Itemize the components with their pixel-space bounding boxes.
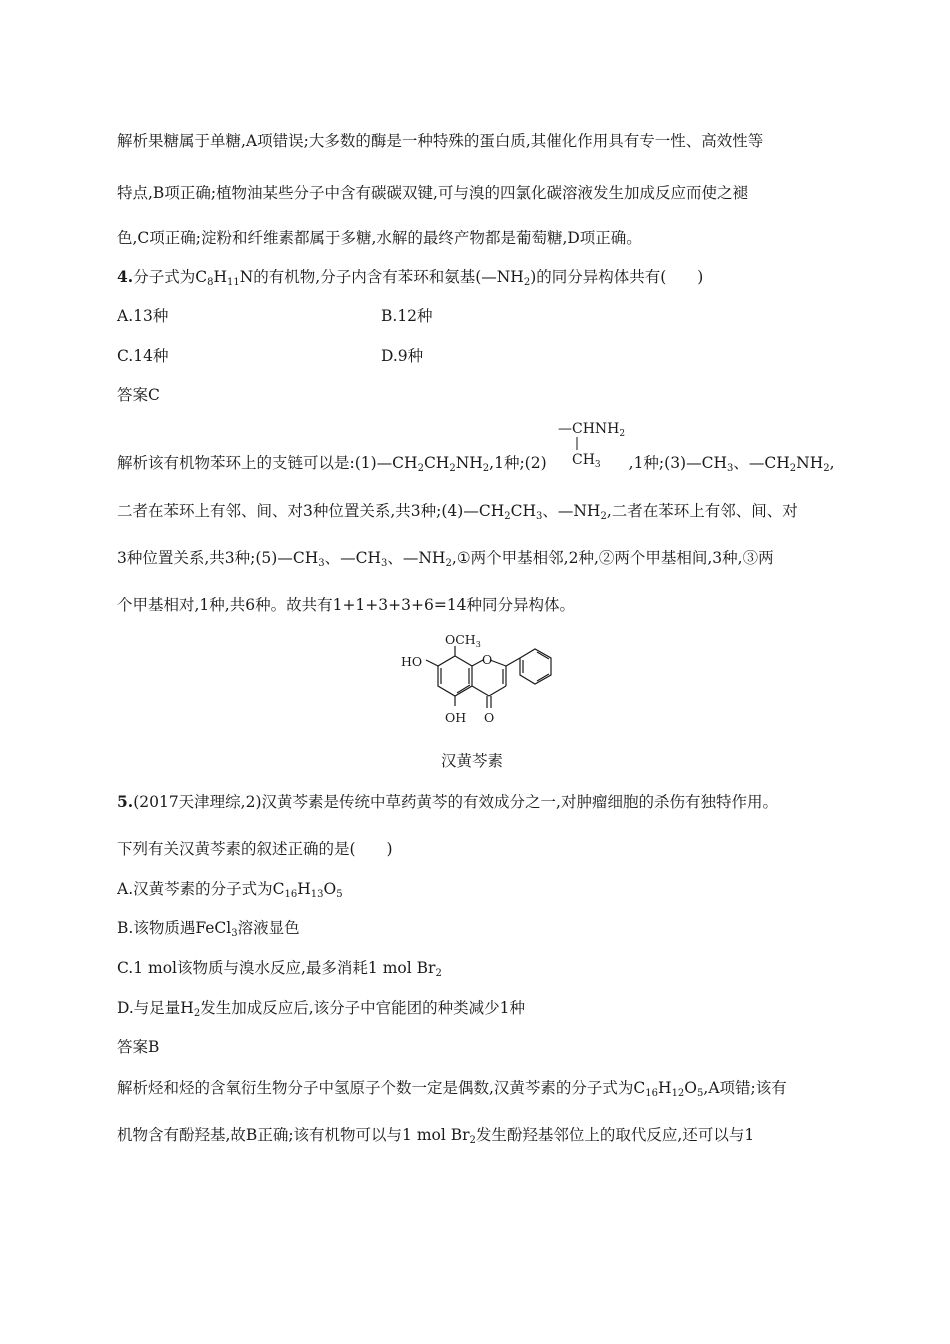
structure-top-label: $—CHNH_2$ [558, 421, 626, 439]
q4-answer: 答案C [117, 386, 160, 404]
q5-number: 5. [117, 792, 134, 811]
q4-analysis-line-3: 3种位置关系,共3种$;(5)—CH_3$、$—CH_3$、$—NH_2,①$两个甲基相邻,2种,②两个甲基相间,3种,③两 [117, 549, 774, 569]
q4-analysis-line-2: 二者在苯环上有邻、间、对3种位置关系,共3种$;(4)—CH_2CH_3$、$—NH_2$,二者在苯环上有邻、间、对 [117, 502, 798, 522]
q5-analysis-line-1: 解析烃和烃的含氧衍生物分子中氢原子个数一定是偶数,汉黄芩素的分子式为$C_{16}H_{12}O_5,A$项错;该有 [117, 1079, 787, 1099]
carbonyl-oxygen-label: O [484, 710, 495, 725]
q4-option-d: D.9种 [381, 347, 424, 365]
q4-number: 4. [117, 267, 134, 286]
ring-oxygen-label: O [482, 652, 493, 667]
ho-left-label: HO [401, 654, 423, 669]
q4-analysis-line-1: 解析该有机物苯环上的支链可以是$:(1)—CH_2CH_2NH_2,1$种;(2) ,1种$;(3)—CH_3$、$—CH_2NH_2$, [117, 454, 835, 474]
q4-analysis-line-4: 个甲基相对,1种,共6种。故共有1+1+3+3+6=14种同分异构体。 [117, 596, 576, 614]
q5-analysis-line-2: 机物含有酚羟基,故B正确;该有机物可以与1 mol $Br_2$发生酚羟基邻位上的取代反应,还可以与1 [117, 1126, 755, 1146]
och3-label: $OCH_3$ [445, 632, 481, 649]
q5-stem-line-2: 下列有关汉黄芩素的叙述正确的是( ) [117, 840, 393, 858]
q5-stem-line-1: 5.(2017天津理综,2)汉黄芩素是传统中草药黄芩的有效成分之一,对肿瘤细胞的杀伤有独特作用。 [117, 792, 778, 811]
q4-option-c: C.14种 [117, 347, 169, 365]
q5-option-a: A.汉黄芩素的分子式为$C_{16}H_{13}O_5$ [117, 880, 343, 900]
q3-analysis-line-2: 特点,B项正确;植物油某些分子中含有碳碳双键,可与溴的四氯化碳溶液发生加成反应而使之褪 [117, 184, 748, 202]
q5-answer: 答案B [117, 1038, 160, 1056]
q4-option-b: B.12种 [381, 307, 433, 325]
figure-caption: 汉黄芩素 [441, 752, 504, 770]
q5-option-c: C.1 mol该物质与溴水反应,最多消耗1 mol $Br_2$ [117, 959, 442, 979]
q4-options-row-1 [117, 305, 433, 327]
oh-bottom-label: OH [445, 710, 467, 725]
q4-options-row-2 [117, 345, 424, 367]
wogonin-structure [398, 632, 588, 732]
structure-bottom-label: $CH_3$ [572, 452, 601, 470]
q3-analysis-line-3: 色,C项正确;淀粉和纤维素都属于多糖,水解的最终产物都是葡萄糖,D项正确。 [117, 229, 642, 247]
q3-analysis-line-1: 解析果糖属于单糖,A项错误;大多数的酶是一种特殊的蛋白质,其催化作用具有专一性、高效性等 [117, 132, 764, 150]
q4-stem: 4.分子式为$C_8H_{11}N$的有机物,分子内含有苯环和氨基$(—NH_2)$的同分异构体共有( ) [117, 267, 704, 288]
q5-option-b: B.该物质遇FeCl$_3$溶液显色 [117, 919, 300, 939]
q5-option-d: D.与足量$H_2$发生加成反应后,该分子中官能团的种类减少1种 [117, 999, 525, 1019]
q4-option-a: A.13种 [117, 307, 169, 325]
